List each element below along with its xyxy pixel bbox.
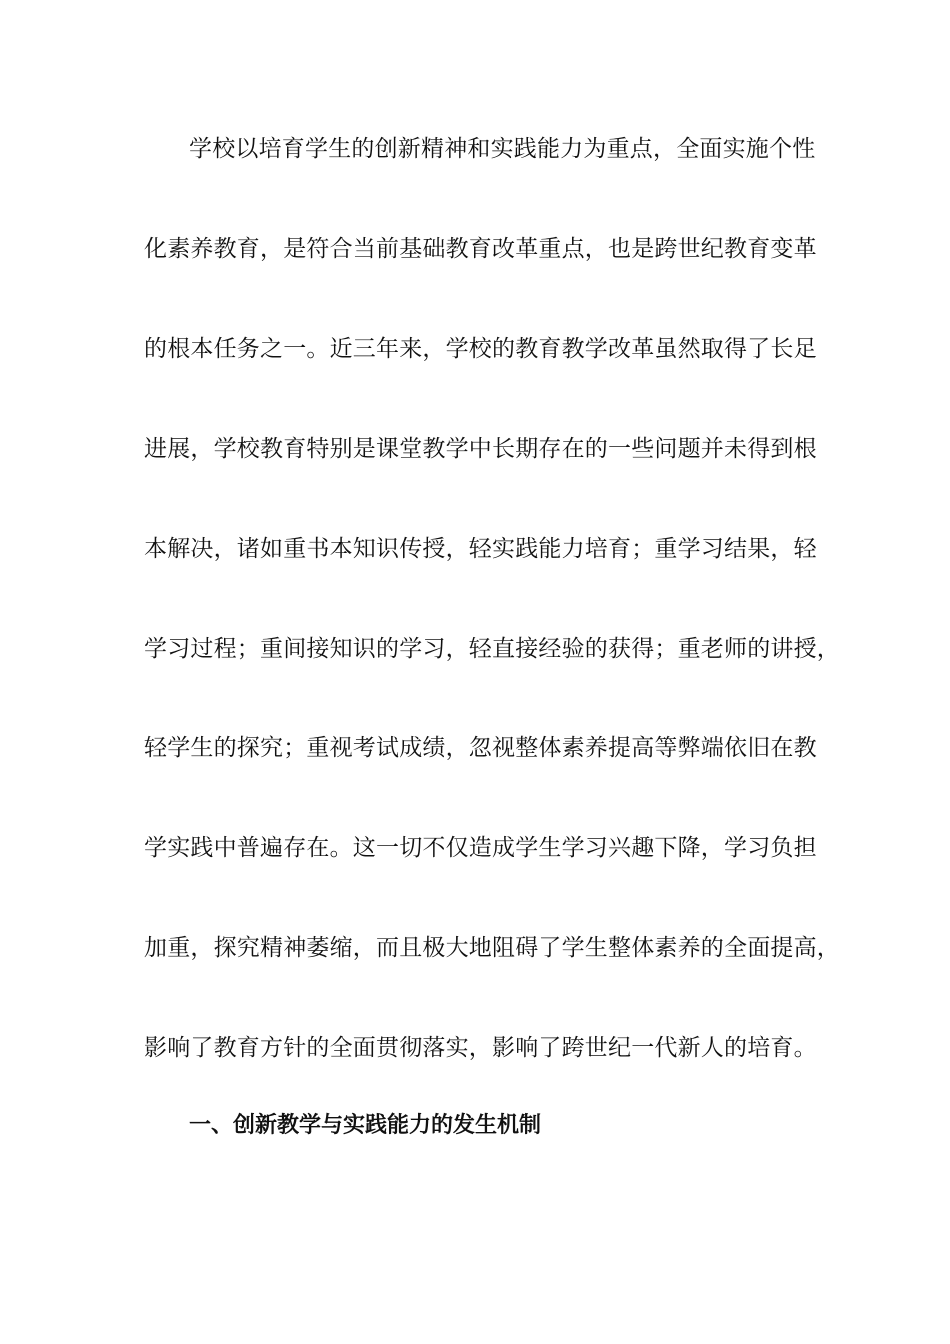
paragraph-line-3: 的根本任务之一。近三年来，学校的教育教学改革虽然取得了长足: [144, 336, 817, 362]
paragraph-line-10: 影响了教育方针的全面贯彻落实，影响了跨世纪一代新人的培育。: [144, 1035, 817, 1061]
paragraph-line-9: 加重，探究精神萎缩，而且极大地阻碍了学生整体素养的全面提高，: [144, 935, 840, 961]
section-heading: 一、创新教学与实践能力的发生机制: [189, 1113, 542, 1138]
paragraph-line-1: 学校以培育学生的创新精神和实践能力为重点，全面实施个性: [189, 136, 816, 162]
paragraph-line-5: 本解决，诸如重书本知识传授，轻实践能力培育；重学习结果，轻: [144, 536, 817, 562]
paragraph-line-4: 进展，学校教育特别是课堂教学中长期存在的一些问题并未得到根: [144, 436, 817, 462]
paragraph-line-6: 学习过程；重间接知识的学习，轻直接经验的获得；重老师的讲授，: [144, 636, 840, 662]
paragraph-line-8: 学实践中普遍存在。这一切不仅造成学生学习兴趣下降，学习负担: [144, 835, 817, 861]
paragraph-line-7: 轻学生的探究；重视考试成绩，忽视整体素养提高等弊端依旧在教: [144, 735, 817, 761]
paragraph-line-2: 化素养教育，是符合当前基础教育改革重点，也是跨世纪教育变革: [144, 236, 817, 262]
